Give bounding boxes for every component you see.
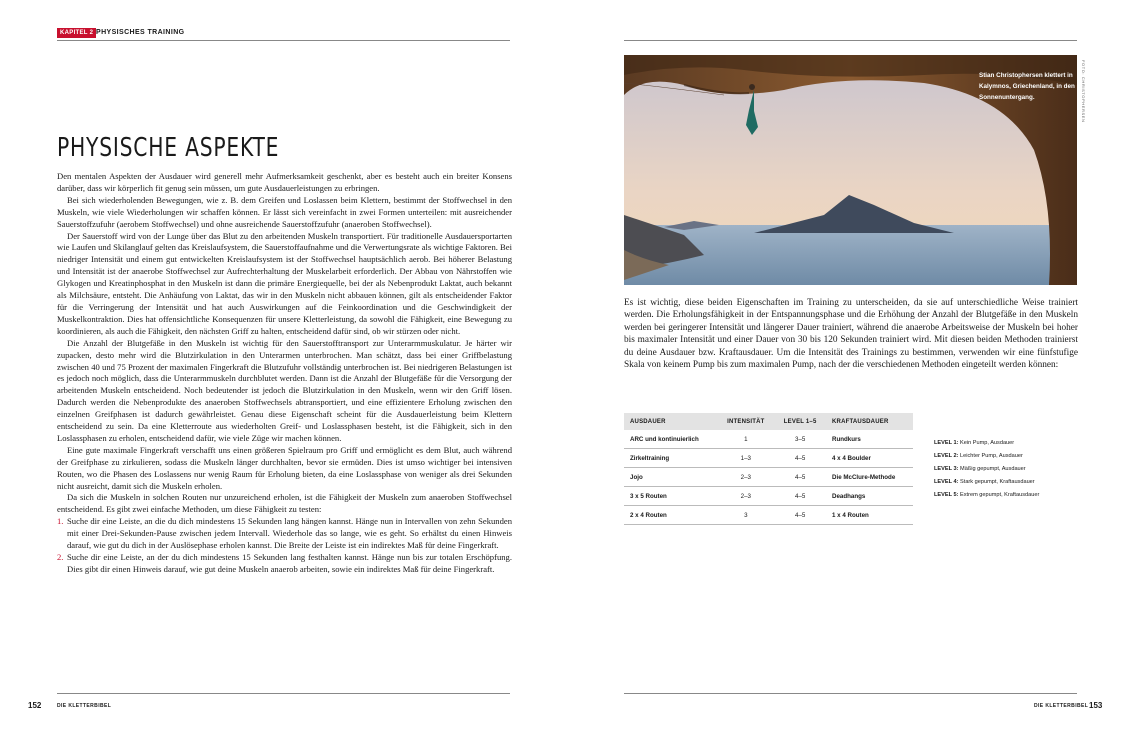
footer-rule: [624, 693, 1077, 694]
paragraph: Eine gute maximale Fingerkraft verschafft uns einen größeren Spielraum pro Griff und ermöglicht es dem Blut, auch während der Greifphase zu zirkulieren, sodass die Muskeln länger durchhalten, bevor sie ermüden. Dies ist umso wichtiger bei intensiven Routen, wo die Phasen des Loslassens nur wenig Raum für Erholung bieten, da eine Loslassphase von weniger als drei Sekunden nicht ausreicht, damit sich die Muskeln erholen.: [57, 444, 512, 491]
table-cell: 3–5: [774, 430, 826, 449]
paragraph: Da sich die Muskeln in solchen Routen nur unzureichend erholen, ist die Fähigkeit der Muskeln zum anaeroben Stoffwechsel entscheidend. Es gibt zwei einfache Methoden, um diese Fähigkeit zu testen:: [57, 492, 512, 515]
table-header-row: [624, 413, 913, 430]
table-cell: 3: [717, 506, 774, 525]
column-header: AUSDAUER: [624, 413, 717, 430]
page-number: 152: [28, 701, 42, 710]
table-row: [624, 506, 913, 525]
photo-caption: Stian Christophersen klettert in Kalymnos, Griechenland, in den Sonnenuntergang.: [979, 72, 1075, 101]
column-header: KRAFTAUSDAUER: [826, 413, 913, 430]
level-text: Leichter Pump, Ausdauer: [960, 453, 1023, 459]
paragraph: Der Sauerstoff wird von der Lunge über das Blut zu den arbeitenden Muskeln transportiert. Für traditionelle Ausdauersportarten wie Laufen und Skilanglauf gelten das Kreislaufsystem, die Sauerstoffaufnahme und die Verwertungsrate als wichtige Faktoren. Bei niedriger Intensität und einem gut entwickelten Kreislaufsystem ist der Stoffwechsel hauptsächlich aerob. Bei höherer Belastung und Intensität ist der anaerobe Stoffwechsel zur Aufrechterhaltung der Muskelarbeit erforderlich. Der Abbau von Nährstoffen wie Glykogen und Kreatinphosphat in den Muskeln ist dann die primäre Energiequelle, bei der als Nebenprodukt Laktat, auch bekannt als Milchsäure, entsteht. Die Anhäufung von Laktat, das wir in den Muskeln nicht abbauen können, gilt als entscheidender Faktor für die Verringerung der Intensität und hat auch Auswirkungen auf die Feinkoordination und die Geschwindigkeit der Muskelkontraktion. Dies hat offensichtliche Konsequenzen für unsere Kletterleistung, da sowohl die Fähigkeit, eine Bewegung zu koordinieren, als auch die Fähigkeit, den nächsten Griff zu halten, entscheidend dafür sind, ob wir stürzen oder nicht.: [57, 230, 512, 336]
training-table: [624, 413, 913, 525]
section-title: PHYSISCHE ASPEKTE: [57, 133, 280, 163]
photo-rule: [624, 40, 1077, 41]
chapter-header: [57, 28, 510, 41]
body-text: [57, 171, 512, 576]
chapter-tag: KAPITEL 2: [57, 28, 96, 38]
running-title: DIE KLETTERBIBEL: [57, 703, 112, 709]
paragraph: Es ist wichtig, diese beiden Eigenschaften im Training zu unterscheiden, da sie auf unterschiedliche Weise trainiert werden. Die Erholungsfähigkeit in der Entspannungsphase und die Erhöhung der Anzahl der Blutgefäße in den Muskeln werden bei geringerer Intensität und längerer Dauer trainiert, während die anaerobe Arbeitsweise der Muskeln bei hoher bis maximaler Intensität und einer Dauer von 30 bis 120 Sekunden trainiert wird. Mit diesen beiden Methoden trainierst du deine Ausdauer bzw. Kraftausdauer. Um die Intensität des Trainings zu bestimmen, verwenden wir eine fünfstufige Skala von keinem Pump bis zum maximalen Pump, nach der die verschiedenen Methoden eingeteilt werden können:: [624, 298, 1078, 371]
table-cell: Deadhangs: [826, 487, 913, 506]
list-number: 2.: [57, 552, 64, 562]
table-row: [624, 449, 913, 468]
list-item: [57, 516, 512, 552]
paragraph: Bei sich wiederholenden Bewegungen, wie z. B. dem Greifen und Loslassen beim Klettern, bestimmt der Stoffwechsel in den Muskeln, wie viele Wiederholungen wir schaffen können. Er lässt sich vereinfacht in zwei Formen unterteilen: mit ausreichender Sauerstoffzufuhr (aerobem Stoffwechsel) und ohne ausreichende Sauerstoffzufuhr (anaeroben Stoffwechsel).: [57, 194, 512, 229]
table-cell: 4–5: [774, 449, 826, 468]
paragraph: Die Anzahl der Blutgefäße in den Muskeln ist wichtig für den Sauerstofftransport zur Unterarmmuskulatur. Je härter wir zupacken, desto mehr wird die Blutzirkulation in den Unterarmen unterbrochen. Man schätzt, dass bei einer Griffbelastung zwischen 40 und 75 Prozent der maximalen Fingerkraft die Blutzufuhr vollständig unterbrochen ist. Bei niedrigeren Belastungen ist es jedoch noch möglich, dass die Unterarmmuskeln durchblutet werden. Dann ist die Anzahl der Blutgefäße für die Versorgung der arbeitenden Muskeln entscheidend. Noch bedeutender ist jedoch die Blutzirkulation in den Muskeln, wenn wir den Griff lösen. Dadurch werden die Nebenprodukte des anaeroben Stoffwechsels abtransportiert, und eine effizientere Erholung zwischen den einzelnen Greifphasen ist dadurch gewährleistet. Genau diese Eigenschaft scheint für die Ausdauerleistung beim Klettern entscheidend zu sein. Da eine Kletterroute aus wiederholten Greif- und Loslassphasen besteht, ist die Fähigkeit, sich in den Loslassphasen zu erholen, entscheidend dafür, wie viele Züge wir machen können.: [57, 337, 512, 443]
level-label: LEVEL 1:: [934, 440, 959, 446]
test-methods-list: [57, 516, 512, 576]
level-text: Stark gepumpt, Kraftausdauer: [960, 479, 1035, 485]
level-text: Mäßig gepumpt, Ausdauer: [960, 466, 1026, 472]
table-cell: 3 x 5 Routen: [624, 487, 717, 506]
table-cell: 1 x 4 Routen: [826, 506, 913, 525]
page-number: 153: [1089, 701, 1103, 710]
footer-rule: [57, 693, 510, 694]
table-cell: Die McClure-Methode: [826, 468, 913, 487]
right-page: [567, 0, 1134, 737]
table-cell: 4–5: [774, 506, 826, 525]
table-row: [624, 468, 913, 487]
list-item-text: Suche dir eine Leiste, an die du dich mindestens 15 Sekunden lang hängen kannst. Hänge nun in Intervallen von zehn Sekunden mit einer Drei-Sekunden-Pause zwischen jedem Intervall. Wiederhole das so lange, wie es geht. So erhältst du einen Hinweis darauf, wie gut du dich in der Auslösephase erholen kannst. Die Breite der Leiste ist ein indirektes Maß für deine Fingerkraft.: [67, 516, 512, 551]
table-cell: 4–5: [774, 487, 826, 506]
table-cell: 4–5: [774, 468, 826, 487]
level-text: Kein Pump, Ausdauer: [960, 440, 1015, 446]
level-item: [934, 450, 1039, 463]
level-legend: [934, 437, 1039, 502]
level-label: LEVEL 3:: [934, 466, 959, 472]
level-item: [934, 489, 1039, 502]
level-item: [934, 437, 1039, 450]
level-label: LEVEL 2:: [934, 453, 959, 459]
paragraph: Den mentalen Aspekten der Ausdauer wird generell mehr Aufmerksamkeit geschenkt, aber es besteht auch ein breiter Konsens darüber, dass wir körperlich fit genug sein müssen, um gute Ausdauerleistungen zu erbringen.: [57, 171, 512, 193]
column-header: LEVEL 1–5: [774, 413, 826, 430]
level-item: [934, 476, 1039, 489]
running-title: DIE KLETTERBIBEL: [1034, 703, 1089, 709]
table-cell: Rundkurs: [826, 430, 913, 449]
table-cell: 2–3: [717, 468, 774, 487]
table-cell: Jojo: [624, 468, 717, 487]
table-cell: ARC und kontinuierlich: [624, 430, 717, 449]
table-row: [624, 430, 913, 449]
level-label: LEVEL 5:: [934, 492, 959, 498]
photo-credit: FOTO: CHRISTOPHERSEN: [1081, 60, 1086, 123]
list-item-text: Suche dir eine Leiste, an der du dich mindestens 15 Sekunden lang festhalten kannst. Hänge nun bis zur totalen Erschöpfung. Dies gibt dir einen Hinweis darauf, wie gut deine Muskeln anaerob arbeiten, sowie ein indirektes Maß für deine Fingerkraft.: [67, 552, 512, 574]
table-cell: 1: [717, 430, 774, 449]
level-text: Extrem gepumpt, Kraftausdauer: [960, 492, 1040, 498]
chapter-title: PHYSISCHES TRAINING: [96, 29, 185, 36]
table-cell: 2 x 4 Routen: [624, 506, 717, 525]
table-cell: Zirkeltraining: [624, 449, 717, 468]
table-cell: 2–3: [717, 487, 774, 506]
table-cell: 1–3: [717, 449, 774, 468]
list-item: [57, 552, 512, 576]
list-number: 1.: [57, 516, 64, 527]
level-item: [934, 463, 1039, 476]
column-header: INTENSITÄT: [717, 413, 774, 430]
level-label: LEVEL 4:: [934, 479, 959, 485]
table-row: [624, 487, 913, 506]
table-cell: 4 x 4 Boulder: [826, 449, 913, 468]
